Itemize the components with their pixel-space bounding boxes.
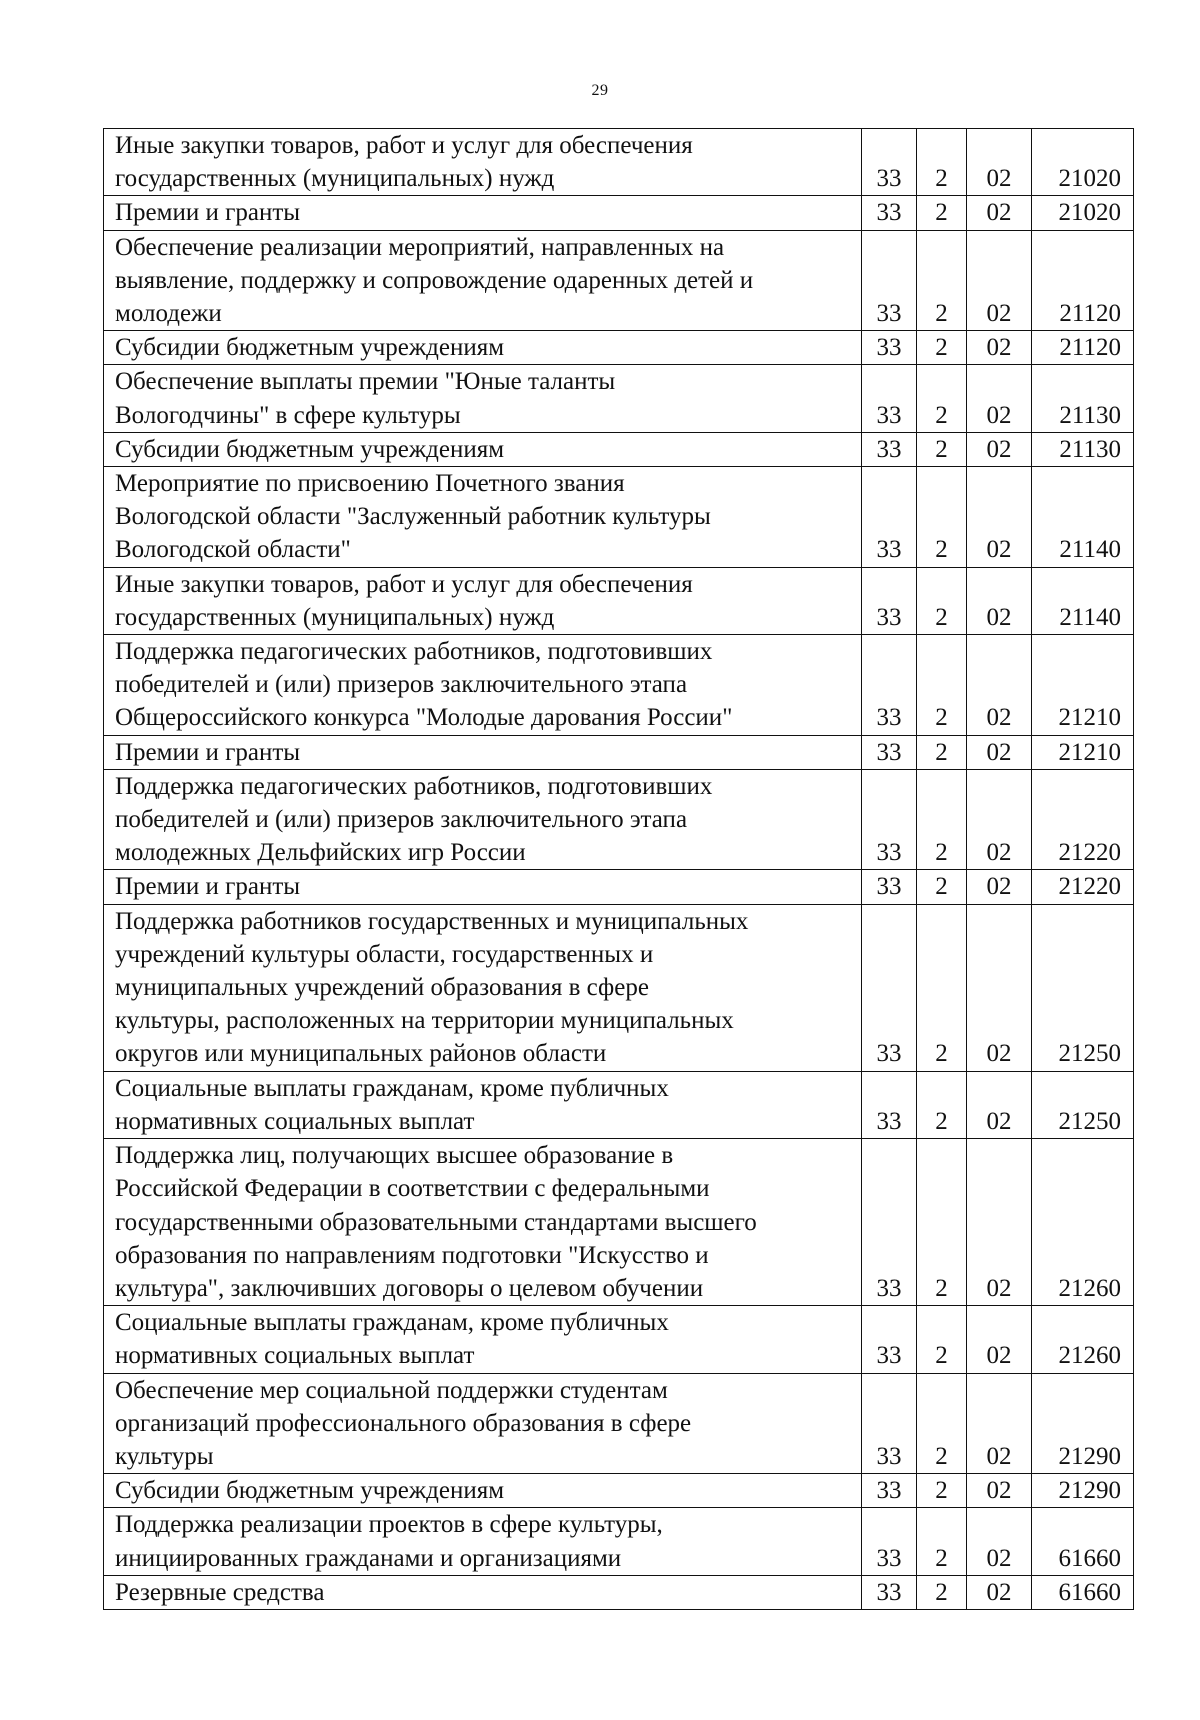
table-row: [104, 331, 1134, 365]
table-row: [104, 1306, 1134, 1373]
expense-name-cell: Поддержка реализации проектов в сфере культуры, инициированных гражданами и организациями: [104, 1508, 862, 1575]
direction-code-cell: 21130: [1032, 365, 1134, 432]
ministry-code-cell: 33: [862, 635, 917, 736]
direction-code-cell: 21290: [1032, 1474, 1134, 1508]
direction-code-cell: 21140: [1032, 567, 1134, 634]
expense-name-cell: Обеспечение выплаты премии "Юные таланты Вологодчины" в сфере культуры: [104, 365, 862, 432]
program-type-code-cell: 2: [917, 365, 967, 432]
program-type-code-cell: 2: [917, 735, 967, 769]
table-row: [104, 365, 1134, 432]
direction-code-cell: 21210: [1032, 735, 1134, 769]
ministry-code-cell: 33: [862, 1474, 917, 1508]
subprogram-code-cell: 02: [967, 735, 1032, 769]
expense-name-cell: Социальные выплаты гражданам, кроме публичных нормативных социальных выплат: [104, 1306, 862, 1373]
subprogram-code-cell: 02: [967, 1575, 1032, 1609]
subprogram-code-cell: 02: [967, 1071, 1032, 1138]
ministry-code-cell: 33: [862, 1373, 917, 1474]
program-type-code-cell: 2: [917, 129, 967, 196]
expense-name-cell: Иные закупки товаров, работ и услуг для обеспечения государственных (муниципальных) нужд: [104, 129, 862, 196]
expense-name-cell: Субсидии бюджетным учреждениям: [104, 432, 862, 466]
direction-code-cell: 21120: [1032, 230, 1134, 331]
table-row: [104, 1139, 1134, 1306]
table-row: [104, 904, 1134, 1071]
table-row: [104, 196, 1134, 230]
ministry-code-cell: 33: [862, 1071, 917, 1138]
ministry-code-cell: 33: [862, 196, 917, 230]
program-type-code-cell: 2: [917, 1139, 967, 1306]
direction-code-cell: 21020: [1032, 129, 1134, 196]
table-row: [104, 230, 1134, 331]
subprogram-code-cell: 02: [967, 365, 1032, 432]
expense-name-cell: Поддержка работников государственных и муниципальных учреждений культуры области, государственных и муниципальных учреждений образования в сфере культуры, расположенных на территории муниципальных округов или муниципальных районов области: [104, 904, 862, 1071]
direction-code-cell: 61660: [1032, 1508, 1134, 1575]
table-row: [104, 567, 1134, 634]
program-type-code-cell: 2: [917, 1071, 967, 1138]
table-row: [104, 1474, 1134, 1508]
program-type-code-cell: 2: [917, 904, 967, 1071]
table-row: [104, 870, 1134, 904]
subprogram-code-cell: 02: [967, 1508, 1032, 1575]
program-type-code-cell: 2: [917, 432, 967, 466]
direction-code-cell: 21290: [1032, 1373, 1134, 1474]
direction-code-cell: 21020: [1032, 196, 1134, 230]
program-type-code-cell: 2: [917, 769, 967, 870]
program-type-code-cell: 2: [917, 567, 967, 634]
direction-code-cell: 21120: [1032, 331, 1134, 365]
ministry-code-cell: 33: [862, 432, 917, 466]
program-type-code-cell: 2: [917, 1306, 967, 1373]
program-type-code-cell: 2: [917, 230, 967, 331]
subprogram-code-cell: 02: [967, 432, 1032, 466]
ministry-code-cell: 33: [862, 1508, 917, 1575]
ministry-code-cell: 33: [862, 230, 917, 331]
ministry-code-cell: 33: [862, 1139, 917, 1306]
expense-name-cell: Социальные выплаты гражданам, кроме публичных нормативных социальных выплат: [104, 1071, 862, 1138]
subprogram-code-cell: 02: [967, 904, 1032, 1071]
subprogram-code-cell: 02: [967, 769, 1032, 870]
budget-classification-table: [103, 128, 1134, 1610]
subprogram-code-cell: 02: [967, 635, 1032, 736]
subprogram-code-cell: 02: [967, 196, 1032, 230]
page-number: 29: [591, 82, 609, 99]
table-row: [104, 1373, 1134, 1474]
table-row: [104, 467, 1134, 568]
ministry-code-cell: 33: [862, 870, 917, 904]
ministry-code-cell: 33: [862, 331, 917, 365]
direction-code-cell: 21250: [1032, 1071, 1134, 1138]
program-type-code-cell: 2: [917, 331, 967, 365]
table-row: [104, 635, 1134, 736]
program-type-code-cell: 2: [917, 1474, 967, 1508]
program-type-code-cell: 2: [917, 1373, 967, 1474]
expense-name-cell: Обеспечение мер социальной поддержки студентам организаций профессионального образования в сфере культуры: [104, 1373, 862, 1474]
program-type-code-cell: 2: [917, 196, 967, 230]
ministry-code-cell: 33: [862, 129, 917, 196]
direction-code-cell: 21220: [1032, 769, 1134, 870]
subprogram-code-cell: 02: [967, 1373, 1032, 1474]
table-row: [104, 1071, 1134, 1138]
program-type-code-cell: 2: [917, 1575, 967, 1609]
ministry-code-cell: 33: [862, 467, 917, 568]
ministry-code-cell: 33: [862, 769, 917, 870]
subprogram-code-cell: 02: [967, 870, 1032, 904]
expense-name-cell: Поддержка лиц, получающих высшее образование в Российской Федерации в соответствии с федеральными государственными образовательными стандартами высшего образования по направлениям подготовки "Искусство и культура", заключивших договоры о целевом обучении: [104, 1139, 862, 1306]
ministry-code-cell: 33: [862, 365, 917, 432]
program-type-code-cell: 2: [917, 467, 967, 568]
expense-name-cell: Поддержка педагогических работников, подготовивших победителей и (или) призеров заключительного этапа Общероссийского конкурса "Молодые дарования России": [104, 635, 862, 736]
expense-name-cell: Субсидии бюджетным учреждениям: [104, 331, 862, 365]
direction-code-cell: 21140: [1032, 467, 1134, 568]
subprogram-code-cell: 02: [967, 1306, 1032, 1373]
ministry-code-cell: 33: [862, 1306, 917, 1373]
table-row: [104, 769, 1134, 870]
direction-code-cell: 21130: [1032, 432, 1134, 466]
expense-name-cell: Мероприятие по присвоению Почетного звания Вологодской области "Заслуженный работник культуры Вологодской области": [104, 467, 862, 568]
table-row: [104, 129, 1134, 196]
expense-name-cell: Премии и гранты: [104, 870, 862, 904]
table-row: [104, 735, 1134, 769]
subprogram-code-cell: 02: [967, 129, 1032, 196]
table-row: [104, 432, 1134, 466]
ministry-code-cell: 33: [862, 567, 917, 634]
subprogram-code-cell: 02: [967, 230, 1032, 331]
direction-code-cell: 61660: [1032, 1575, 1134, 1609]
direction-code-cell: 21210: [1032, 635, 1134, 736]
ministry-code-cell: 33: [862, 904, 917, 1071]
expense-name-cell: Резервные средства: [104, 1575, 862, 1609]
program-type-code-cell: 2: [917, 1508, 967, 1575]
table-row: [104, 1575, 1134, 1609]
direction-code-cell: 21260: [1032, 1139, 1134, 1306]
subprogram-code-cell: 02: [967, 331, 1032, 365]
program-type-code-cell: 2: [917, 870, 967, 904]
ministry-code-cell: 33: [862, 735, 917, 769]
expense-name-cell: Премии и гранты: [104, 735, 862, 769]
subprogram-code-cell: 02: [967, 1139, 1032, 1306]
subprogram-code-cell: 02: [967, 467, 1032, 568]
table-row: [104, 1508, 1134, 1575]
expense-name-cell: Обеспечение реализации мероприятий, направленных на выявление, поддержку и сопровождение одаренных детей и молодежи: [104, 230, 862, 331]
table-body: [104, 129, 1134, 1610]
ministry-code-cell: 33: [862, 1575, 917, 1609]
subprogram-code-cell: 02: [967, 1474, 1032, 1508]
direction-code-cell: 21250: [1032, 904, 1134, 1071]
expense-name-cell: Поддержка педагогических работников, подготовивших победителей и (или) призеров заключительного этапа молодежных Дельфийских игр России: [104, 769, 862, 870]
expense-name-cell: Иные закупки товаров, работ и услуг для обеспечения государственных (муниципальных) нужд: [104, 567, 862, 634]
subprogram-code-cell: 02: [967, 567, 1032, 634]
direction-code-cell: 21220: [1032, 870, 1134, 904]
expense-name-cell: Премии и гранты: [104, 196, 862, 230]
expense-name-cell: Субсидии бюджетным учреждениям: [104, 1474, 862, 1508]
program-type-code-cell: 2: [917, 635, 967, 736]
direction-code-cell: 21260: [1032, 1306, 1134, 1373]
